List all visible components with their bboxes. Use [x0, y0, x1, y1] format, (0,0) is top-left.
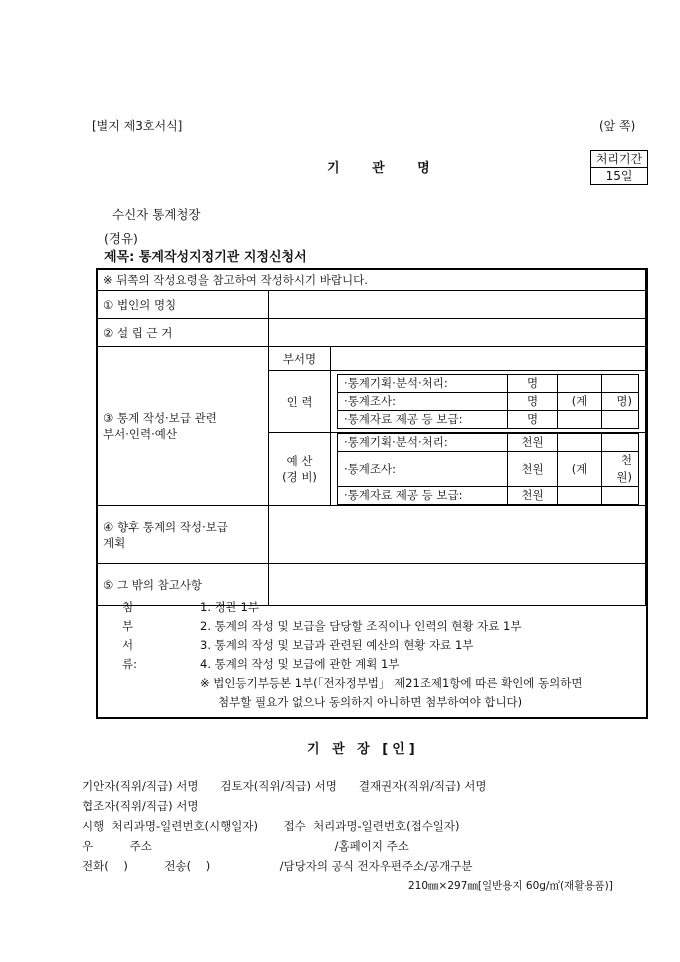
staff-label: 인 력: [269, 371, 331, 433]
budget-item-dissemination: ·통계자료 제공 등 보급:: [338, 487, 508, 505]
subject: 제목: 통계작성지정기관 지정신청서: [104, 250, 307, 265]
attachment-item: 3. 통계의 작성 및 보급과 관련된 예산의 현황 자료 1부: [200, 638, 474, 652]
footer-address: 우 주소 /홈페이지 주소: [82, 839, 409, 853]
budget-total-close: 천원): [602, 452, 639, 487]
future-plan-label: ④ 향후 통계의 작성·보급 계획: [97, 506, 269, 564]
corporation-name-label: ① 법인의 명칭: [97, 291, 269, 319]
attachments-list: [200, 598, 650, 712]
attachment-item: 1. 정관 1부: [200, 600, 259, 614]
attachment-note: ※ 법인등기부등본 1부(「전자정부법」 제21조제1항에 따른 확인에 동의하면: [200, 676, 583, 690]
footer-enforcement: 시행 처리과명-일련번호(시행일자) 접수 처리과명-일련번호(접수일자): [82, 819, 460, 833]
footer-signers: 기안자(직위/직급) 서명 검토자(직위/직급) 서명 결재권자(직위/직급) 서명: [82, 779, 487, 793]
staff-total-open: (계: [558, 393, 602, 411]
budget-item-planning: ·통계기획·분석·처리:: [338, 434, 508, 452]
budget-total-open: (계: [558, 452, 602, 487]
processing-period-value: 15일: [605, 169, 633, 183]
staff-total-close: 명): [602, 393, 639, 411]
budget-label: 예 산 (경 비): [269, 433, 331, 506]
attachment-item: 2. 통계의 작성 및 보급을 담당할 조직이나 인력의 현황 자료 1부: [200, 619, 522, 633]
via: (경유): [104, 231, 138, 246]
footer-contact: 전화( ) 전송( ) /담당자의 공식 전자우편주소/공개구분: [82, 859, 473, 873]
budget-detail: ·통계기획·분석·처리: 천원 ·통계조사: 천원 (계 천원) ·통계자료 제공 등 보급: 천원: [331, 433, 646, 506]
staff-item-dissemination: ·통계자료 제공 등 보급:: [338, 411, 508, 429]
staff-item-planning: ·통계기획·분석·처리:: [338, 375, 508, 393]
department-name-label: 부서명: [269, 347, 331, 371]
form-number: [별지 제3호서식]: [92, 119, 183, 133]
processing-period-label: 처리기간: [591, 151, 647, 168]
attachment-item: 4. 통계의 작성 및 보급에 관한 계획 1부: [200, 657, 400, 671]
footer-cooperator: 협조자(직위/직급) 서명: [82, 799, 199, 813]
instruction-note: ※ 뒤쪽의 작성요령을 참고하여 작성하시기 바랍니다.: [97, 269, 646, 291]
budget-item-survey: ·통계조사:: [338, 452, 508, 487]
establishment-basis-label: ② 설 립 근 거: [97, 319, 269, 347]
staff-item-survey: ·통계조사:: [338, 393, 508, 411]
establishment-basis-field[interactable]: [269, 319, 646, 347]
staff-detail: ·통계기획·분석·처리: 명 ·통계조사: 명 (계 명) ·통계자료 제공 등 보급: 명: [331, 371, 646, 433]
page-side-label: (앞 쪽): [599, 119, 636, 133]
attachments-label: 첨부서류:: [122, 600, 137, 671]
processing-period-box: [590, 150, 648, 185]
agency-head-seal: 기 관 장 [인]: [307, 742, 419, 757]
agency-title: 기 관 명: [327, 161, 444, 176]
attachment-note-continued: 첨부할 필요가 없으나 동의하지 아니하면 첨부하여야 합니다): [218, 695, 523, 709]
corporation-name-field[interactable]: [269, 291, 646, 319]
recipient: 수신자 통계청장: [112, 207, 201, 222]
other-notes-label: ⑤ 그 밖의 참고사항: [97, 564, 269, 606]
future-plan-field[interactable]: [269, 506, 646, 564]
department-name-field[interactable]: [331, 347, 646, 371]
paper-spec: 210㎜×297㎜[일반용지 60g/㎡(재활용품)]: [408, 880, 613, 892]
department-staff-budget-label: ③ 통계 작성·보급 관련 부서·인력·예산: [97, 347, 269, 506]
